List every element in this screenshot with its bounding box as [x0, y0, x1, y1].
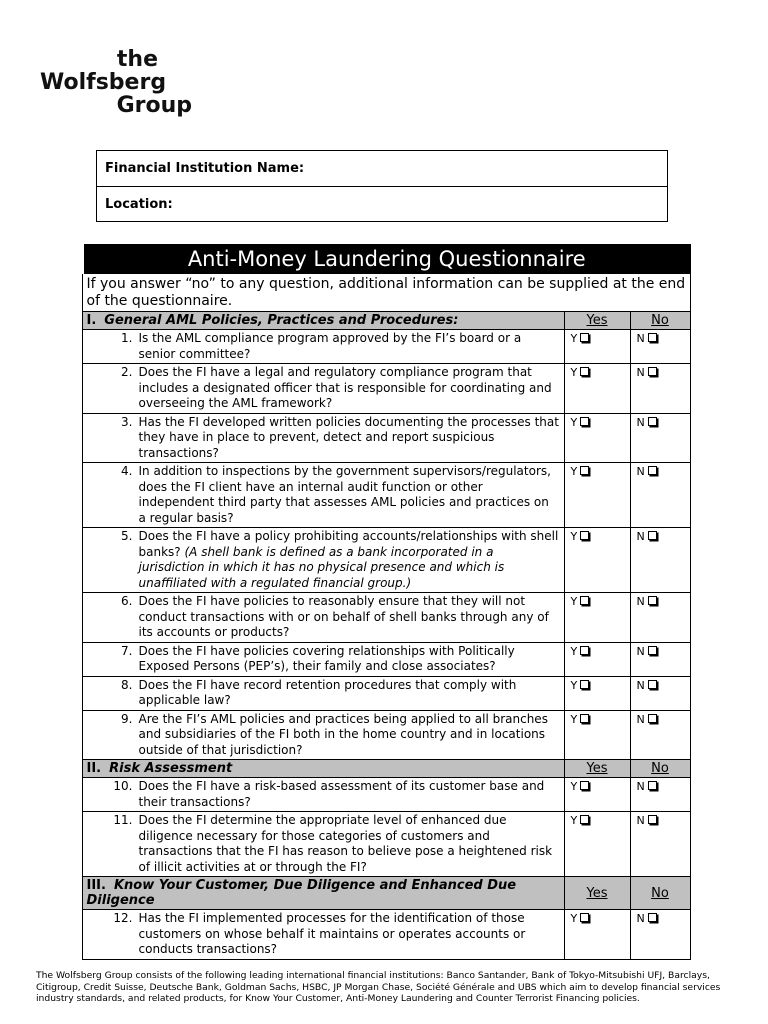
yes-option[interactable]: Y: [564, 413, 630, 463]
wolfsberg-logo: [40, 48, 192, 117]
checkbox-icon[interactable]: [648, 596, 657, 605]
question-number: 10.: [113, 779, 133, 793]
section-number: I.: [86, 313, 97, 328]
checkbox-icon[interactable]: [648, 367, 657, 376]
checkbox-icon[interactable]: [580, 466, 589, 475]
no-column-header: No: [630, 877, 690, 910]
checkbox-icon[interactable]: [580, 596, 589, 605]
question-text: Has the FI implemented processes for the identification of those customers on whose behalf it maintains or operates accounts or conducts transactions?: [138, 911, 526, 956]
section-name: General AML Policies, Practices and Procedures:: [104, 313, 459, 328]
question-number: 1.: [121, 331, 133, 345]
section-title: [82, 312, 564, 330]
question-number: 6.: [121, 594, 133, 608]
question-text: Has the FI developed written policies documenting the processes that they have in place to prevent, detect and report suspicious transactions?: [138, 414, 559, 460]
institution-info-box: [96, 150, 668, 222]
logo-line-wolfsberg: Wolfsberg: [40, 70, 167, 95]
logo-line-group: Group: [116, 93, 192, 118]
section-row: [82, 312, 690, 330]
question-row: [82, 528, 690, 593]
checkbox-icon[interactable]: [648, 781, 657, 790]
no-option[interactable]: N: [630, 812, 690, 877]
no-option[interactable]: N: [630, 364, 690, 414]
checkbox-icon[interactable]: [580, 680, 589, 689]
question-row: [82, 463, 690, 528]
questionnaire-title: Anti-Money Laundering Questionnaire: [82, 245, 690, 274]
yes-option[interactable]: Y: [564, 812, 630, 877]
no-column-header: No: [630, 760, 690, 778]
yes-option[interactable]: Y: [564, 330, 630, 364]
no-option[interactable]: N: [630, 710, 690, 760]
question-row: [82, 910, 690, 960]
checkbox-icon[interactable]: [580, 417, 589, 426]
yes-option[interactable]: Y: [564, 593, 630, 643]
checkbox-icon[interactable]: [648, 417, 657, 426]
no-option[interactable]: N: [630, 528, 690, 593]
question-text: Is the AML compliance program approved by the FI’s board or a senior committee?: [138, 331, 522, 361]
checkbox-icon[interactable]: [580, 333, 589, 342]
checkbox-icon[interactable]: [580, 781, 589, 790]
question-number: 11.: [113, 813, 133, 827]
section-row: [82, 877, 690, 910]
yes-option[interactable]: Y: [564, 528, 630, 593]
questionnaire-table: [80, 244, 691, 960]
yes-option[interactable]: Y: [564, 463, 630, 528]
question-row: [82, 593, 690, 643]
question-number: 7.: [121, 643, 133, 658]
no-option[interactable]: N: [630, 463, 690, 528]
no-option[interactable]: N: [630, 778, 690, 812]
yes-option[interactable]: Y: [564, 676, 630, 710]
checkbox-icon[interactable]: [648, 531, 657, 540]
section-title: [82, 877, 564, 910]
question-number: 12.: [113, 911, 133, 925]
question-row: [82, 413, 690, 463]
question-text: Does the FI have a legal and regulatory compliance program that includes a designated officer that is responsible for coordinating and overseeing the AML framework?: [138, 365, 552, 410]
section-number: III.: [86, 878, 106, 893]
location-field[interactable]: Location:: [97, 186, 667, 221]
checkbox-icon[interactable]: [648, 913, 657, 922]
yes-option[interactable]: Y: [564, 910, 630, 960]
checkbox-icon[interactable]: [648, 646, 657, 655]
question-text: Are the FI’s AML policies and practices being applied to all branches and subsidiaries of the FI both in the home country and in locations outside of that jurisdiction?: [138, 711, 548, 757]
question-text: Does the FI have record retention procedures that comply with applicable law?: [138, 677, 517, 707]
checkbox-icon[interactable]: [648, 333, 657, 342]
section-number: II.: [86, 761, 102, 776]
section-name: Know Your Customer, Due Diligence and Enhanced Due Diligence: [86, 878, 517, 908]
checkbox-icon[interactable]: [580, 531, 589, 540]
no-option[interactable]: N: [630, 642, 690, 676]
question-number: 3.: [121, 414, 133, 429]
checkbox-icon[interactable]: [648, 714, 657, 723]
checkbox-icon[interactable]: [580, 913, 589, 922]
question-text: Does the FI have a policy prohibiting accounts/relationships with shell banks?: [138, 529, 559, 559]
question-row: [82, 642, 690, 676]
yes-column-header: Yes: [564, 312, 630, 330]
checkbox-icon[interactable]: [648, 466, 657, 475]
yes-column-header: Yes: [564, 877, 630, 910]
yes-option[interactable]: Y: [564, 710, 630, 760]
yes-column-header: Yes: [564, 760, 630, 778]
checkbox-icon[interactable]: [648, 680, 657, 689]
question-number: 2.: [121, 365, 133, 379]
section-title: [82, 760, 564, 778]
yes-option[interactable]: Y: [564, 778, 630, 812]
checkbox-icon[interactable]: [580, 367, 589, 376]
no-option[interactable]: N: [630, 330, 690, 364]
no-option[interactable]: N: [630, 413, 690, 463]
no-option[interactable]: N: [630, 593, 690, 643]
logo-line-the: the: [116, 47, 158, 72]
questionnaire-intro: If you answer “no” to any question, additional information can be supplied at the end of the questionnaire.: [82, 274, 690, 312]
question-row: [82, 364, 690, 414]
checkbox-icon[interactable]: [580, 815, 589, 824]
footer-note: The Wolfsberg Group consists of the following leading international financial institutions: Banco Santander, Bank of Tokyo-Mitsubishi UFJ, Barclays, Citigroup, Credit Suisse, Deutsche Bank, Goldman Sachs, HSBC, JP Morgan Chase, Société Générale and UBS which aim to develop financial services industry standards, and related products, for Know Your Customer, Anti-Money Laundering and Counter Terrorist Financing policies.: [36, 970, 721, 1004]
question-text: Does the FI determine the appropriate level of enhanced due diligence necessary for those categories of customers and transactions that the FI has reason to believe pose a heightened risk of illicit activities at or through the FI?: [138, 813, 553, 874]
checkbox-icon[interactable]: [580, 646, 589, 655]
checkbox-icon[interactable]: [648, 815, 657, 824]
question-text: Does the FI have policies covering relationships with Politically Exposed Persons (PEP’s), their family and close associates?: [138, 643, 515, 673]
section-row: [82, 760, 690, 778]
no-column-header: No: [630, 312, 690, 330]
no-option[interactable]: N: [630, 910, 690, 960]
checkbox-icon[interactable]: [580, 714, 589, 723]
question-row: [82, 778, 690, 812]
question-number: 5.: [121, 529, 133, 543]
question-number: 8.: [121, 677, 133, 692]
section-name: Risk Assessment: [109, 761, 233, 776]
yes-option[interactable]: Y: [564, 364, 630, 414]
question-row: [82, 676, 690, 710]
question-row: [82, 812, 690, 877]
institution-name-field[interactable]: Financial Institution Name:: [105, 161, 305, 176]
question-number: 9.: [121, 711, 133, 726]
question-row: [82, 330, 690, 364]
question-text: In addition to inspections by the government supervisors/regulators, does the FI client have an internal audit function or other independent third party that assesses AML policies and practices on a regular basis?: [138, 464, 551, 525]
question-text: Does the FI have a risk-based assessment of its customer base and their transactions?: [138, 779, 545, 809]
question-number: 4.: [121, 464, 133, 478]
question-note: (A shell bank is defined as a bank incorporated in a jurisdiction in which it has no physical presence and which is unaffiliated with a regulated financial group.): [138, 544, 505, 590]
yes-option[interactable]: Y: [564, 642, 630, 676]
question-row: [82, 710, 690, 760]
question-text: Does the FI have policies to reasonably ensure that they will not conduct transactions with or on behalf of shell banks through any of its accounts or products?: [138, 594, 549, 639]
no-option[interactable]: N: [630, 676, 690, 710]
